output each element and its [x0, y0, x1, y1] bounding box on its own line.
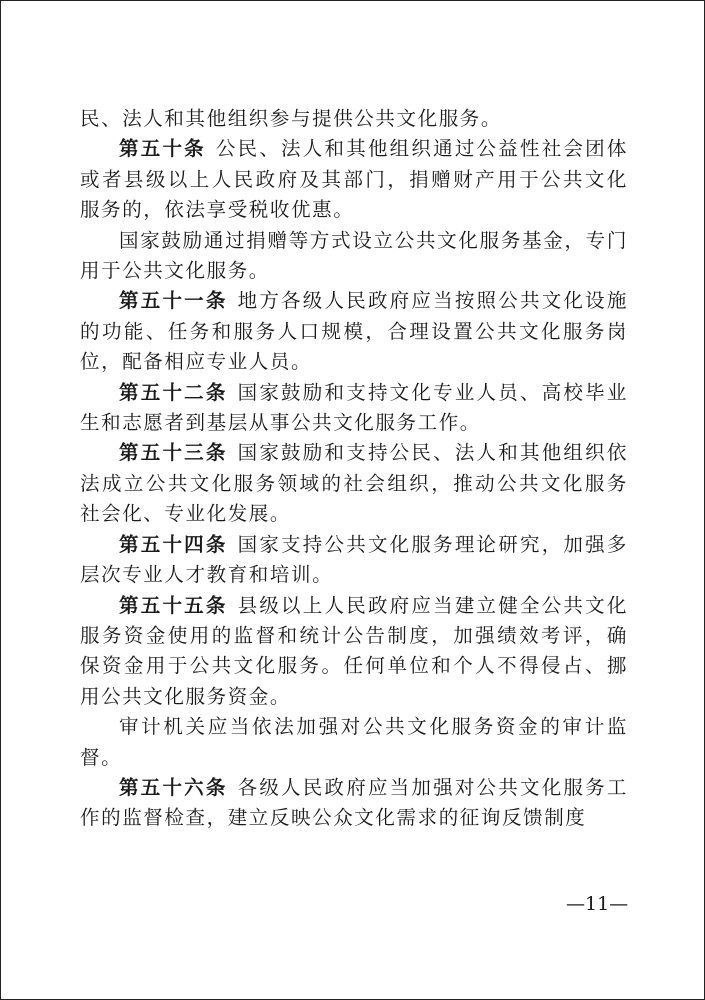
paragraph-article-51: [80, 286, 628, 377]
article-number: 第五十六条: [119, 775, 228, 799]
article-number: 第五十四条: [119, 532, 228, 556]
article-number: 第五十五条: [119, 593, 228, 617]
paragraph-article-52: [80, 378, 628, 439]
paragraph-2: [80, 226, 628, 287]
paragraph-text: 县级以上人民政府应当建立健全公共文化服务资金使用的监督和统计公告制度，加强绩效考评，确保资金用于公共文化服务。任何单位和个人不得侵占、挪用公共文化服务资金。: [80, 593, 628, 708]
paragraph-text: 国家鼓励和支持文化专业人员、高校毕业生和志愿者到基层从事公共文化服务工作。: [80, 380, 628, 435]
paragraph-text: 民、法人和其他组织参与提供公共文化服务。: [80, 107, 503, 130]
paragraph-text: 国家鼓励通过捐赠等方式设立公共文化服务基金，专门用于公共文化服务。: [80, 228, 628, 283]
paragraph-article-56: [80, 773, 628, 834]
paragraph-text: 国家鼓励和支持公民、法人和其他组织依法成立公共文化服务领域的社会组织，推动公共文化服务社会化、专业化发展。: [80, 441, 628, 526]
document-body: [80, 104, 628, 834]
article-number: 第五十三条: [119, 441, 228, 465]
paragraph-article-53: [80, 438, 628, 529]
paragraph-article-50: [80, 134, 628, 225]
page-number: —11—: [566, 893, 629, 915]
paragraph-article-54: [80, 530, 628, 591]
paragraph-0: [80, 104, 628, 134]
paragraph-text: 地方各级人民政府应当按照公共文化设施的功能、任务和服务人口规模，合理设置公共文化服务岗位，配备相应专业人员。: [80, 289, 628, 374]
article-number: 第五十一条: [119, 289, 228, 313]
article-number: 第五十二条: [119, 380, 228, 404]
paragraph-8: [80, 712, 628, 773]
article-number: 第五十条: [119, 137, 206, 161]
paragraph-text: 审计机关应当依法加强对公共文化服务资金的审计监督。: [80, 715, 628, 769]
paragraph-text: 国家支持公共文化服务理论研究，加强多层次专业人才教育和培训。: [80, 532, 628, 587]
paragraph-article-55: [80, 591, 628, 713]
paragraph-text: 公民、法人和其他组织通过公益性社会团体或者县级以上人民政府及其部门，捐赠财产用于公共文化服务的，依法享受税收优惠。: [80, 137, 628, 222]
paragraph-text: 各级人民政府应当加强对公共文化服务工作的监督检查，建立反映公众文化需求的征询反馈制度: [80, 775, 628, 830]
